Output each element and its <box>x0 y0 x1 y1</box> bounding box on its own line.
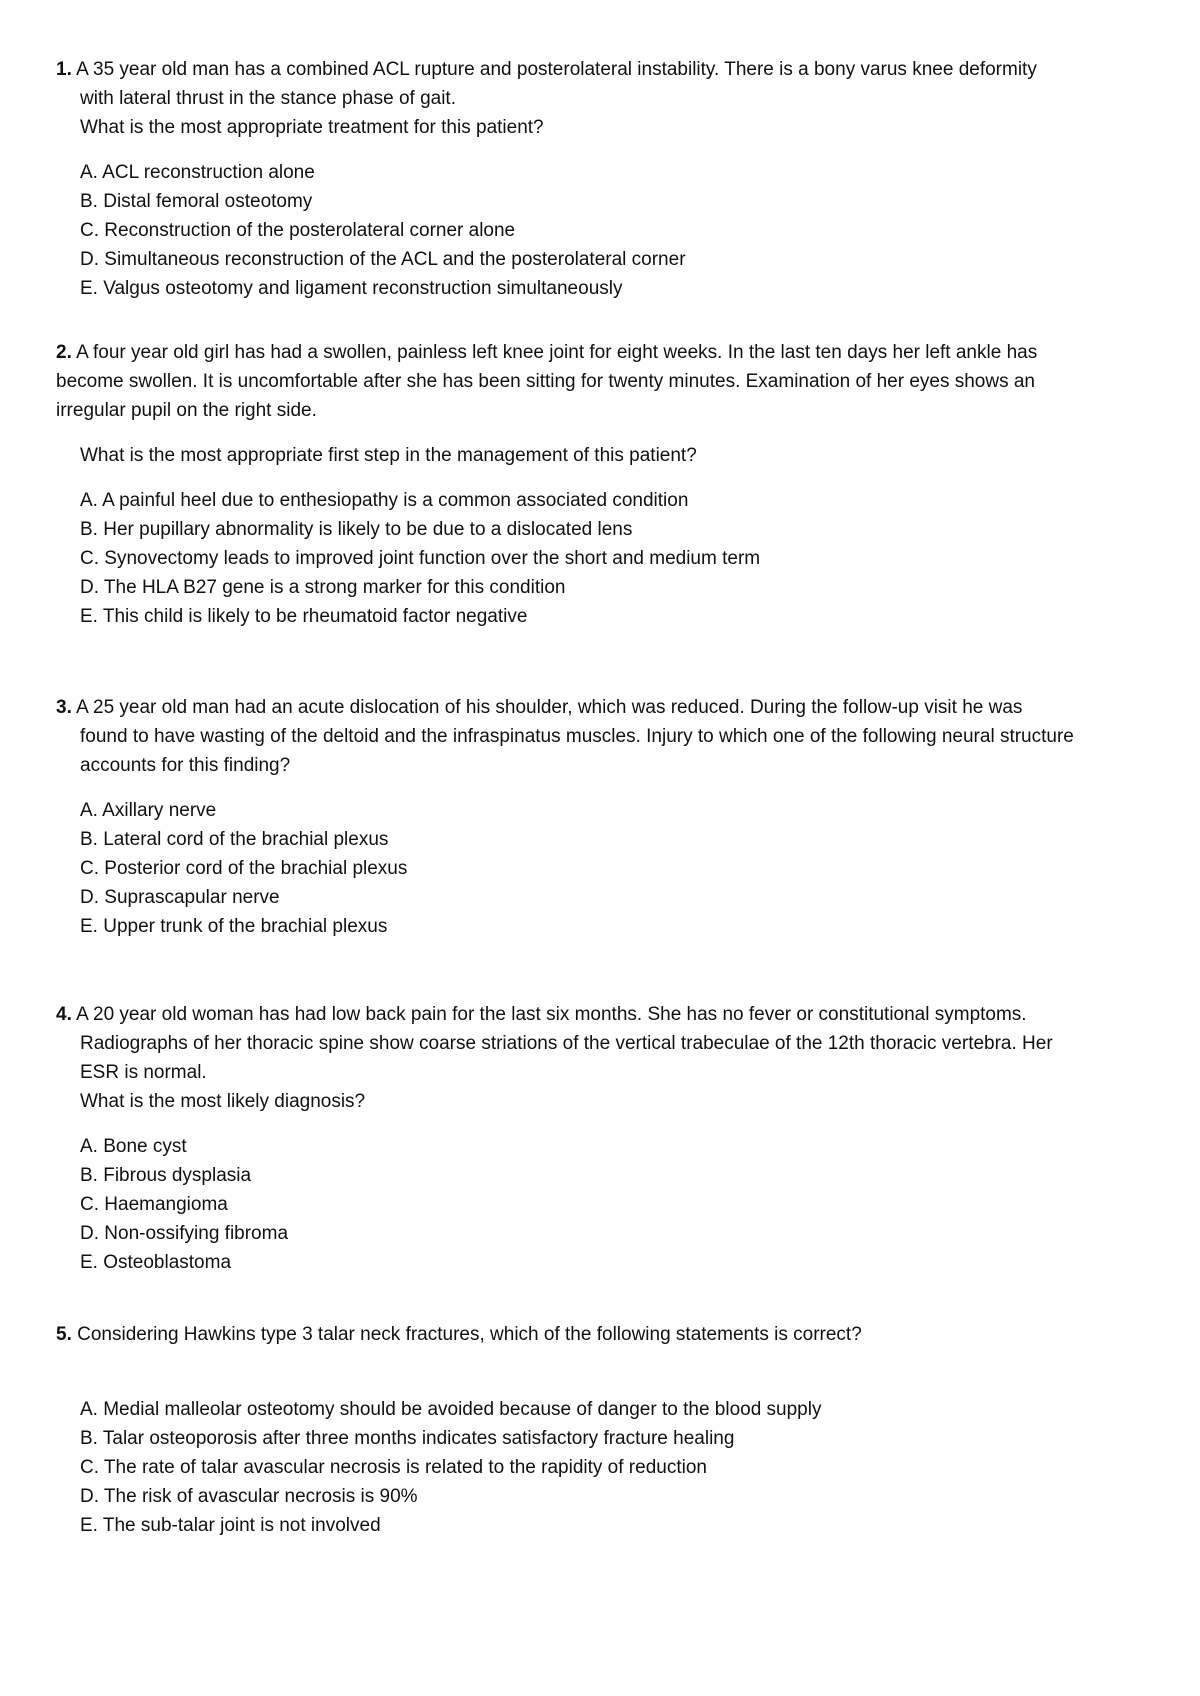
answer-option: A. Bone cyst <box>80 1136 187 1157</box>
answer-option: C. Haemangioma <box>80 1194 228 1215</box>
stem-line: irregular pupil on the right side. <box>56 400 317 421</box>
answer-option: B. Fibrous dysplasia <box>80 1165 252 1186</box>
stem-line: with lateral thrust in the stance phase of gait. <box>80 88 456 109</box>
answer-option: A. Medial malleolar osteotomy should be avoided because of danger to the blood supply <box>80 1399 822 1420</box>
question-stem <box>56 1320 1146 1349</box>
answer-option: C. Posterior cord of the brachial plexus <box>80 858 408 879</box>
stem-line: A 25 year old man had an acute dislocation of his shoulder, which was reduced. During the follow-up visit he was <box>76 697 1023 718</box>
stem-line: What is the most likely diagnosis? <box>80 1091 366 1112</box>
answer-option: B. Her pupillary abnormality is likely to be due to a dislocated lens <box>80 519 633 540</box>
answer-option: E. Osteoblastoma <box>80 1252 232 1273</box>
question-stem <box>56 693 1146 780</box>
answer-option: E. This child is likely to be rheumatoid factor negative <box>80 606 528 627</box>
answer-option: A. Axillary nerve <box>80 800 217 821</box>
question-3 <box>56 693 1146 941</box>
answer-option: D. The risk of avascular necrosis is 90% <box>80 1486 418 1507</box>
answer-option: D. Suprascapular nerve <box>80 887 280 908</box>
answer-option: C. Synovectomy leads to improved joint function over the short and medium term <box>80 548 761 569</box>
stem-line: Considering Hawkins type 3 talar neck fractures, which of the following statements is correct? <box>77 1324 862 1345</box>
answer-option: C. Reconstruction of the posterolateral corner alone <box>80 220 516 241</box>
stem-line: become swollen. It is uncomfortable after she has been sitting for twenty minutes. Examination of her eyes shows an <box>56 371 1036 392</box>
stem-line: What is the most appropriate treatment for this patient? <box>80 117 544 138</box>
answer-option: B. Talar osteoporosis after three months indicates satisfactory fracture healing <box>80 1428 735 1449</box>
answer-options <box>56 486 1146 631</box>
answer-option: B. Lateral cord of the brachial plexus <box>80 829 389 850</box>
answer-options <box>56 1132 1146 1277</box>
question-4 <box>56 1000 1146 1277</box>
stem-line: accounts for this finding? <box>80 755 291 776</box>
stem-line: Radiographs of her thoracic spine show coarse striations of the vertical trabeculae of the 12th thoracic vertebra. Her <box>80 1033 1053 1054</box>
question-stem <box>56 338 1146 470</box>
question-1 <box>56 55 1146 303</box>
answer-options <box>56 1395 1146 1540</box>
answer-option: A. A painful heel due to enthesiopathy is a common associated condition <box>80 490 689 511</box>
answer-option: E. The sub-talar joint is not involved <box>80 1515 381 1536</box>
question-number: 3. <box>56 697 72 718</box>
question-2 <box>56 338 1146 631</box>
stem-line: found to have wasting of the deltoid and the infraspinatus muscles. Injury to which one of the following neural structure <box>80 726 1074 747</box>
question-stem <box>56 55 1146 142</box>
question-number: 4. <box>56 1004 72 1025</box>
answer-options <box>56 796 1146 941</box>
answer-option: E. Valgus osteotomy and ligament reconstruction simultaneously <box>80 278 623 299</box>
answer-option: D. Simultaneous reconstruction of the ACL and the posterolateral corner <box>80 249 686 270</box>
stem-line: ESR is normal. <box>80 1062 207 1083</box>
question-5 <box>56 1320 1146 1540</box>
question-number: 1. <box>56 59 72 80</box>
question-number: 5. <box>56 1324 72 1345</box>
question-number: 2. <box>56 342 72 363</box>
stem-line: What is the most appropriate first step in the management of this patient? <box>80 445 697 466</box>
answer-option: B. Distal femoral osteotomy <box>80 191 313 212</box>
stem-line: A 35 year old man has a combined ACL rupture and posterolateral instability. There is a bony varus knee deformity <box>76 59 1037 80</box>
question-stem <box>56 1000 1146 1116</box>
answer-option: D. The HLA B27 gene is a strong marker for this condition <box>80 577 566 598</box>
answer-option: A. ACL reconstruction alone <box>80 162 315 183</box>
answer-options <box>56 158 1146 303</box>
stem-line: A four year old girl has had a swollen, painless left knee joint for eight weeks. In the last ten days her left ankle has <box>76 342 1038 363</box>
answer-option: C. The rate of talar avascular necrosis is related to the rapidity of reduction <box>80 1457 707 1478</box>
stem-line: A 20 year old woman has had low back pain for the last six months. She has no fever or constitutional symptoms. <box>76 1004 1027 1025</box>
answer-option: D. Non-ossifying fibroma <box>80 1223 289 1244</box>
answer-option: E. Upper trunk of the brachial plexus <box>80 916 388 937</box>
